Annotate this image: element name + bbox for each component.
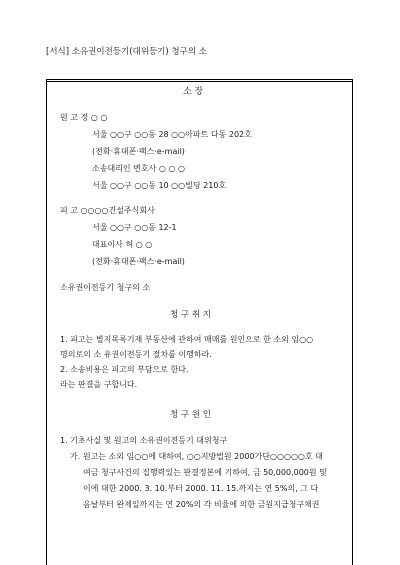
case-name: 소유권이전등기 청구의 소 bbox=[60, 283, 151, 292]
claim-cause-line: 여금 청구사건의 집행력있는 판결정본에 기하여, 금 50,000,000원 및 bbox=[83, 468, 327, 477]
form-caption: [서식] 소유권이전등기(대위등기) 청구의 소 bbox=[46, 47, 207, 57]
claim-purpose-item: 명의로의 소 유권이전등기 절차를 이행하라. bbox=[60, 350, 212, 359]
claim-purpose-item: 1. 피고는 별지목록기재 부동산에 관하여 매매를 원인으로 한 소외 임○○ bbox=[60, 335, 314, 344]
frame-double-rule bbox=[46, 81, 353, 82]
claim-purpose-closing: 라는 판결을 구합니다. bbox=[60, 380, 138, 389]
plaintiff-contact: (전화·휴대폰·팩스·e-mail) bbox=[92, 147, 185, 156]
claim-cause-line: 가. 원고는 소외 임○○에 대하여, ○○지방법원 2000가단○○○○○호 대 bbox=[70, 452, 323, 461]
defendant-address: 서울 ○○구 ○○동 12-1 bbox=[92, 223, 177, 232]
plaintiff-agent-address: 서울 ○○구 ○○동 10 ○○빌딩 210호 bbox=[92, 181, 227, 190]
defendant-representative: 대표이사 허 ○ ○ bbox=[92, 240, 153, 249]
plaintiff-label: 원 고 정 ○ ○ bbox=[60, 113, 108, 122]
claim-cause-line: 이에 대한 2000. 3. 10.부터 2000. 11. 15.까지는 연 5%의, 그 다 bbox=[83, 484, 319, 493]
defendant-contact: (전화·휴대폰·팩스·e-mail) bbox=[92, 257, 185, 266]
claim-purpose-item: 2. 소송비용은 피고의 부담으로 한다. bbox=[60, 365, 189, 374]
plaintiff-address: 서울 ○○구 ○○동 28 ○○아파트 다동 202호 bbox=[92, 130, 252, 139]
document-title: 소 장 bbox=[183, 87, 204, 97]
claim-cause-heading: 청 구 원 인 bbox=[170, 410, 211, 420]
claim-cause-section-title: 1. 기초사실 및 원고의 소유권이전등기 대위청구 bbox=[60, 436, 228, 445]
plaintiff-agent: 소송대리인 변호사 ○ ○ ○ bbox=[92, 164, 185, 173]
claim-cause-line: 음날부터 완제일까지는 연 20%의 각 비율에 의한 금원지급청구채권 bbox=[83, 500, 320, 509]
claim-purpose-heading: 청 구 취 지 bbox=[170, 310, 211, 320]
defendant-label: 피 고 ○○○○건설주식회사 bbox=[60, 206, 155, 215]
